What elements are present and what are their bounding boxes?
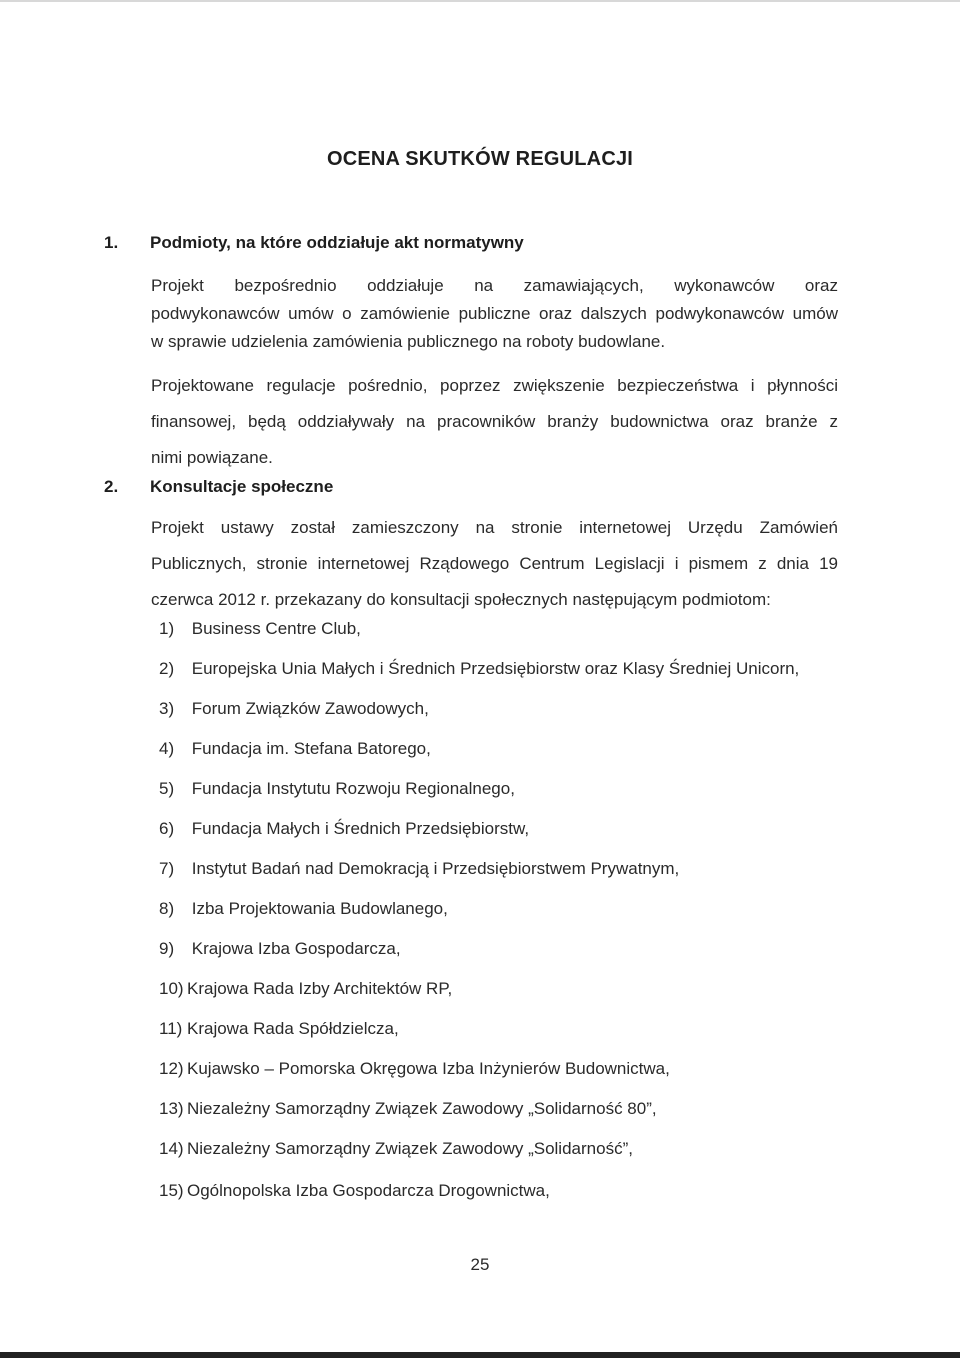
list-number: 6): [159, 819, 175, 838]
list-text: Instytut Badań nad Demokracją i Przedsiębiorstwem Prywatnym,: [191, 859, 680, 878]
list-item: [159, 1139, 633, 1159]
list-number: 8): [159, 899, 175, 918]
list-item: [159, 899, 448, 919]
list-text: Fundacja Małych i Średnich Przedsiębiorstw,: [191, 819, 530, 838]
text-line: Projekt ustawy został zamieszczony na stronie internetowej Urzędu Zamówień: [151, 518, 838, 537]
list-item: [159, 619, 361, 639]
list-number: 5): [159, 779, 175, 798]
list-text: Krajowa Izba Gospodarcza,: [191, 939, 401, 958]
list-number: 7): [159, 859, 175, 878]
list-item: [159, 659, 799, 679]
section-title: Podmioty, na które oddziałuje akt normatywny: [150, 233, 524, 252]
list-number: 11): [159, 1019, 183, 1038]
text-line: nimi powiązane.: [151, 448, 273, 467]
text-line: czerwca 2012 r. przekazany do konsultacji społecznych następującym podmiotom:: [151, 590, 771, 609]
list-item: [159, 859, 679, 879]
text-line: finansowej, będą oddziaływały na pracowników branży budownictwa oraz branże z: [151, 412, 838, 431]
text-line: Publicznych, stronie internetowej Rządowego Centrum Legislacji i pismem z dnia 19: [151, 554, 838, 573]
list-text: Niezależny Samorządny Związek Zawodowy „Solidarność 80”,: [187, 1099, 657, 1118]
list-text: Europejska Unia Małych i Średnich Przedsiębiorstw oraz Klasy Średniej Unicorn,: [191, 659, 800, 678]
page-title: OCENA SKUTKÓW REGULACJI: [326, 148, 634, 170]
list-number: 2): [159, 659, 175, 678]
section-heading-2: [104, 477, 333, 497]
list-number: 12): [159, 1059, 184, 1078]
list-text: Ogólnopolska Izba Gospodarcza Drogownictwa,: [187, 1181, 550, 1200]
text-line: Projekt bezpośrednio oddziałuje na zamawiających, wykonawców oraz: [151, 276, 838, 295]
list-number: 10): [159, 979, 184, 998]
list-number: 9): [159, 939, 175, 958]
text-line: Projektowane regulacje pośrednio, poprzez zwiększenie bezpieczeństwa i płynności: [151, 376, 838, 395]
list-item: [159, 699, 429, 719]
list-text: Kujawsko – Pomorska Okręgowa Izba Inżynierów Budownictwa,: [187, 1059, 670, 1078]
list-text: Fundacja im. Stefana Batorego,: [191, 739, 431, 758]
list-item: [159, 1099, 657, 1119]
list-item: [159, 1019, 399, 1039]
text-line: podwykonawców umów o zamówienie publiczne oraz dalszych podwykonawców umów: [151, 304, 838, 323]
page-bottom-edge: [0, 1352, 960, 1358]
list-text: Niezależny Samorządny Związek Zawodowy „Solidarność”,: [187, 1139, 633, 1158]
section-title: Konsultacje społeczne: [150, 477, 334, 496]
list-number: 1): [159, 619, 175, 638]
list-text: Krajowa Rada Spółdzielcza,: [187, 1019, 399, 1038]
list-number: 4): [159, 739, 175, 758]
list-item: [159, 819, 529, 839]
page-top-edge: [0, 0, 960, 2]
list-item: [159, 739, 431, 759]
list-text: Forum Związków Zawodowych,: [191, 699, 429, 718]
paragraph-1-2: [151, 368, 838, 476]
page-number: 25: [470, 1255, 490, 1274]
list-item: [159, 1059, 670, 1079]
section-number: 2.: [104, 477, 119, 496]
section-number: 1.: [104, 233, 119, 252]
list-text: Izba Projektowania Budowlanego,: [191, 899, 448, 918]
list-text: Business Centre Club,: [191, 619, 361, 638]
paragraph-2-1: [151, 510, 838, 618]
paragraph-1-1: [151, 272, 838, 356]
list-text: Krajowa Rada Izby Architektów RP,: [187, 979, 453, 998]
text-line: w sprawie udzielenia zamówienia publicznego na roboty budowlane.: [151, 332, 666, 351]
list-text: Fundacja Instytutu Rozwoju Regionalnego,: [191, 779, 515, 798]
list-item: [159, 779, 515, 799]
list-item: [159, 939, 401, 959]
list-item: [159, 979, 452, 999]
list-item: [159, 1181, 550, 1201]
list-number: 15): [159, 1181, 184, 1200]
list-number: 3): [159, 699, 175, 718]
section-heading-1: [104, 233, 524, 253]
list-number: 13): [159, 1099, 184, 1118]
list-number: 14): [159, 1139, 184, 1158]
